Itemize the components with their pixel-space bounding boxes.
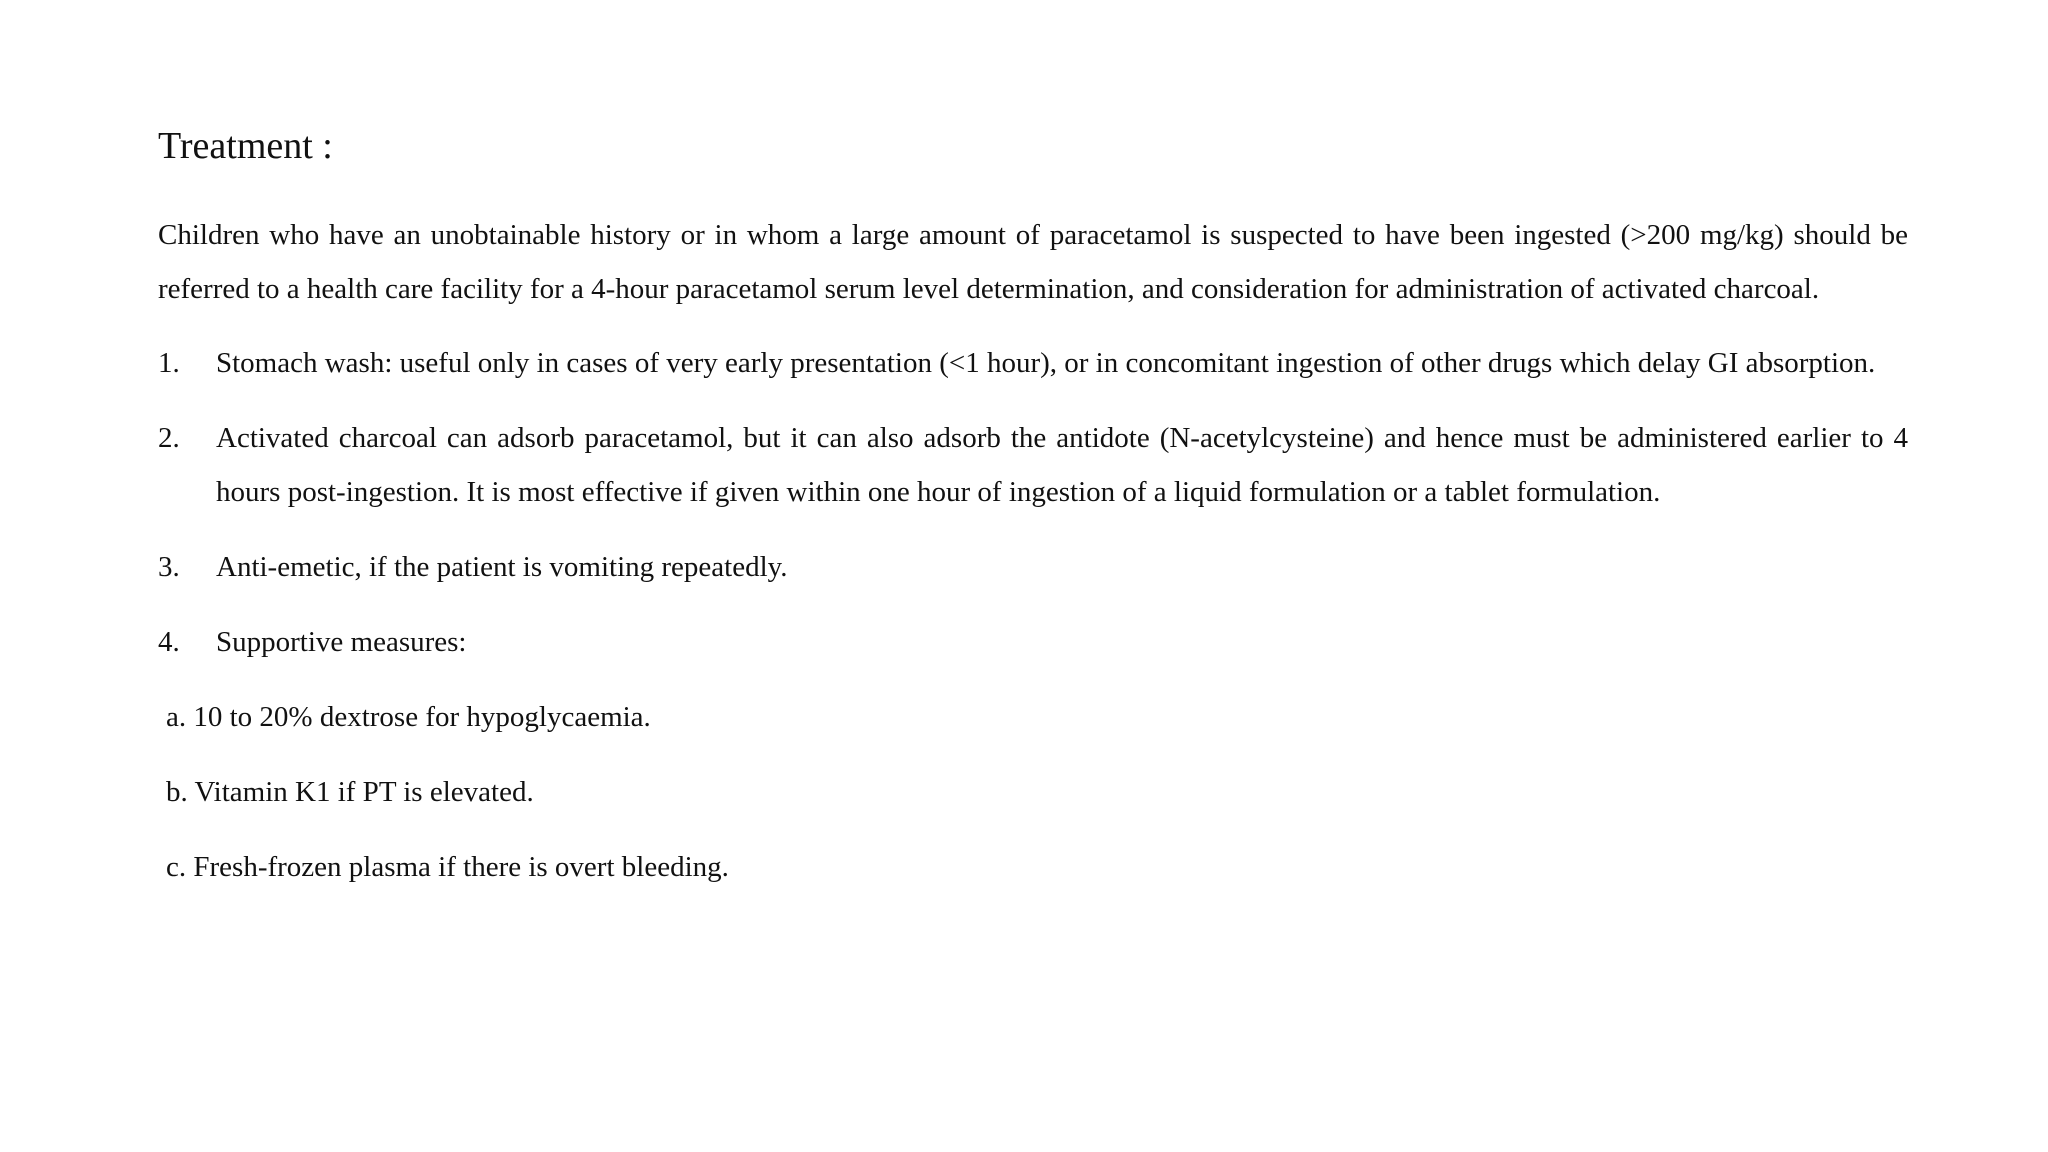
document-page [158,126,1908,915]
step-text: Activated charcoal can adsorb paracetamol, but it can also adsorb the antidote (N-acetylcysteine) and hence must be administered earlier to 4 hours post-ingestion. It is most effective if given within one hour of ingestion of a liquid formulation or a tablet formulation. [216,421,1908,508]
step-text: Stomach wash: useful only in cases of very early presentation (<1 hour), or in concomitant ingestion of other drugs which delay GI absorption. [216,346,1876,379]
step-number: 1. [158,346,180,379]
step-number: 3. [158,550,180,583]
supportive-measure-item: a. 10 to 20% dextrose for hypoglycaemia. [166,700,651,733]
step-number: 2. [158,421,180,454]
step-number: 4. [158,625,180,658]
intro-paragraph: Children who have an unobtainable history or in whom a large amount of paracetamol is suspected to have been ingested (>200 mg/kg) should be referred to a health care facility for a 4-hour paracetamol serum level determination, and consideration for administration of activated charcoal. [158,218,1908,305]
treatment-step [158,411,1908,519]
treatment-step [158,615,1908,669]
supportive-measure-item: b. Vitamin K1 if PT is elevated. [166,775,534,808]
step-text: Anti-emetic, if the patient is vomiting repeatedly. [216,550,788,583]
treatment-step [158,336,1908,390]
supportive-measure-item: c. Fresh-frozen plasma if there is overt bleeding. [166,850,729,883]
step-text: Supportive measures: [216,625,467,658]
treatment-step [158,540,1908,594]
page-heading: Treatment : [158,125,333,167]
